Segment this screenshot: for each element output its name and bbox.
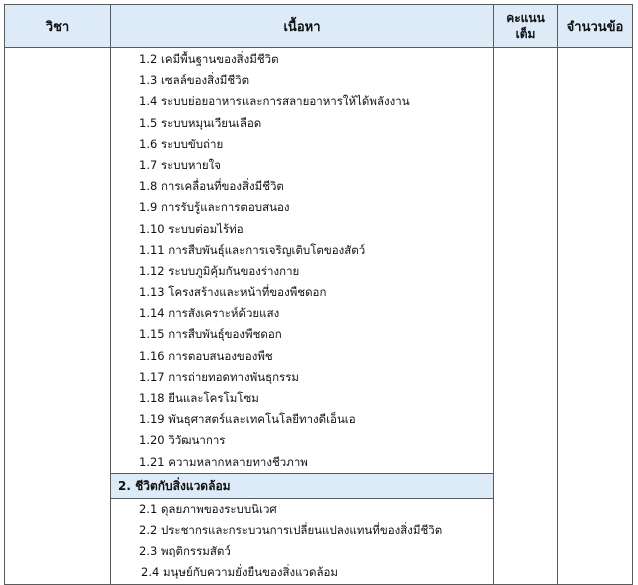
list-item: 1.19 พันธุศาสตร์และเทคโนโลยีทางดีเอ็นเอ xyxy=(139,412,356,427)
list-item: 1.16 การตอบสนองของพืช xyxy=(139,348,273,363)
content-table xyxy=(4,4,633,585)
list-item: 1.17 การถ่ายทอดทางพันธุกรรม xyxy=(139,369,299,384)
list-item: 2.3 พฤติกรรมสัตว์ xyxy=(139,544,231,559)
list-item: 2.2 ประชากรและกระบวนการเปลี่ยนแปลงแทนที่ของสิ่งมีชีวิต xyxy=(139,522,443,537)
header-row xyxy=(5,5,633,48)
list-item: 1.2 เคมีพื้นฐานของสิ่งมีชีวิต xyxy=(139,52,279,66)
header-score-line2: เต็ม xyxy=(515,27,536,41)
subject-cell xyxy=(5,48,111,585)
list-item: 1.12 ระบบภูมิคุ้มกันของร่างกาย xyxy=(139,263,300,278)
topic-list-1 xyxy=(111,49,493,473)
list-item: 1.5 ระบบหมุนเวียนเลือด xyxy=(139,115,262,130)
list-item: 2.1 ดุลยภาพของระบบนิเวศ xyxy=(139,501,277,516)
list-item: 1.20 วิวัฒนาการ xyxy=(139,433,226,448)
list-item: 1.8 การเคลื่อนที่ของสิ่งมีชีวิต xyxy=(139,179,284,194)
list-item: 1.10 ระบบต่อมไร้ท่อ xyxy=(139,221,244,236)
list-item: 1.14 การสังเคราะห์ด้วยแสง xyxy=(139,306,280,321)
list-item: 1.3 เซลล์ของสิ่งมีชีวิต xyxy=(139,73,250,88)
list-item: 1.6 ระบบขับถ่าย xyxy=(139,136,224,151)
list-item: 1.21 ความหลากหลายทางชีวภาพ xyxy=(139,454,308,469)
list-item: 1.7 ระบบหายใจ xyxy=(139,157,222,172)
header-count: จำนวนข้อ xyxy=(558,5,633,48)
list-item: 1.13 โครงสร้างและหน้าที่ของพืชดอก xyxy=(139,285,327,300)
list-item: 1.18 ยีนและโครโมโซม xyxy=(139,391,259,405)
list-item: 1.11 การสืบพันธุ์และการเจริญเติบโตของสัตว์ xyxy=(139,242,366,257)
section-heading: 2. ชีวิตกับสิ่งแวดล้อม xyxy=(111,473,493,499)
topic-list-2 xyxy=(111,499,493,584)
content-cell xyxy=(111,48,494,585)
count-cell xyxy=(558,48,633,585)
header-score-line1: คะแนน xyxy=(506,11,545,25)
header-content: เนื้อหา xyxy=(111,5,494,48)
list-item: 1.4 ระบบย่อยอาหารและการสลายอาหารให้ได้พลังงาน xyxy=(139,94,410,109)
header-score xyxy=(494,5,558,48)
list-item: 1.9 การรับรู้และการตอบสนอง xyxy=(139,200,290,215)
body-row xyxy=(5,48,633,585)
list-item: 1.15 การสืบพันธุ์ของพืชดอก xyxy=(139,327,282,342)
header-subject: วิชา xyxy=(5,5,111,48)
score-cell xyxy=(494,48,558,585)
list-item: 2.4 มนุษย์กับความยั่งยืนของสิ่งแวดล้อม xyxy=(141,565,338,580)
